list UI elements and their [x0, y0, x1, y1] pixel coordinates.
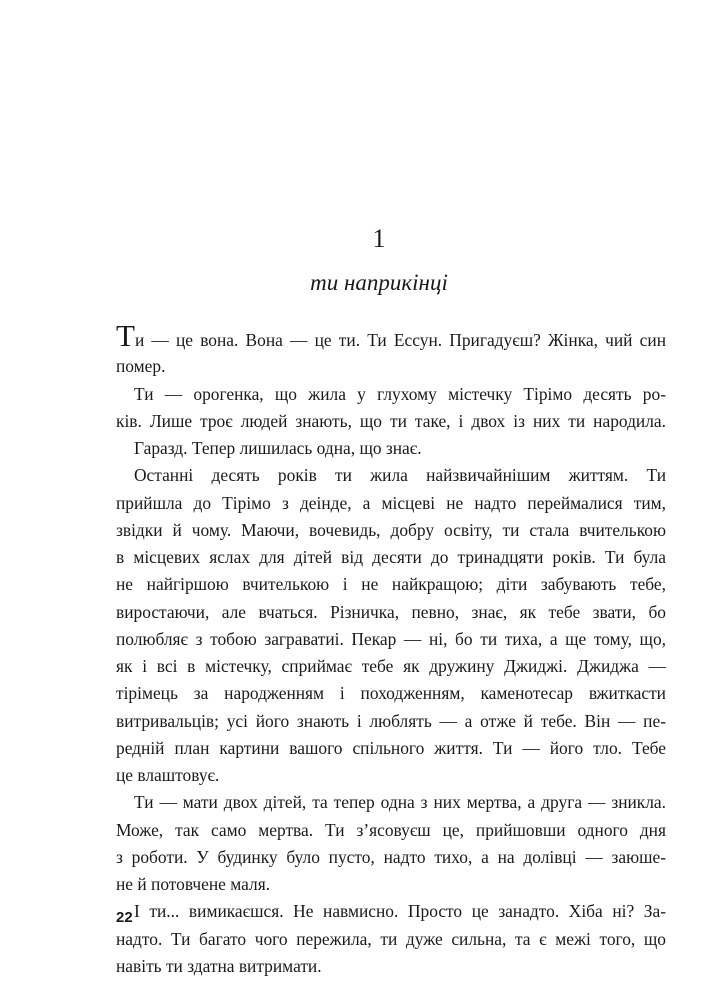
text-line-7: прийшла до Тірімо з деінде, а місцеві не надто переймалися тим, [116, 492, 666, 513]
text-line-13: як і всі в містечку, сприймає тебе як дружину Джиджі. Джиджа — [116, 656, 666, 676]
text-line-4: ків. Лише троє людей знають, що ти таке, і двох із них ти народила. [116, 410, 666, 431]
text-line-9: в місцевих яслах для дітей від десяти до тринадцяти років. Ти була [116, 547, 666, 567]
text-line-24: навіть ти здатна витримати. [116, 955, 322, 976]
drop-cap: Т [116, 318, 135, 353]
text-line-12: полюбляє з тобою заграватиі. Пекар — ні, бо ти тиха, а ще тому, що, [116, 628, 666, 649]
text-line-14: тірімець за народженням і походженням, каменотесар вжиткасти [116, 683, 666, 704]
text-line-22: І ти... вимикаєшся. Не навмисно. Просто це занадто. Хіба ні? За- [134, 901, 666, 922]
text-line-21: не й потовчене маля. [116, 874, 271, 894]
text-line-2: помер. [116, 356, 166, 377]
text-line-8: звідки й чому. Маючи, вочевидь, добру освіту, ти стала вчителькою [116, 519, 666, 540]
text-line-6: Останні десять років ти жила найзвичайнішим життям. Ти [134, 465, 666, 486]
chapter-title: ти наприкінці [310, 270, 448, 295]
text-line-17: це влаштовує. [116, 765, 220, 785]
text-line-3: Ти — орогенка, що жила у глухому містечку Тірімо десять ро- [134, 383, 666, 404]
text-line-23: надто. Ти багато чого пережила, ти дуже сильна, та є межі того, що [116, 928, 666, 949]
text-line-1: Ти — це вона. Вона — це ти. Ти Ессун. Пригадуєш? Жінка, чий син [116, 318, 666, 353]
text-line-10: не найгіршою вчителькою і не найкращою; діти забувають тебе, [116, 574, 666, 595]
text-line-5: Гаразд. Тепер лишилась одна, що знає. [134, 438, 422, 458]
text-line-15: витривальців; усі його знають і люблять — а отже й тебе. Він — пе- [116, 710, 666, 731]
text-line-20: з роботи. У будинку було пусто, надто тихо, а на долівці — заюше- [116, 846, 666, 867]
chapter-number: 1 [372, 224, 386, 253]
page-number: 22 [116, 909, 133, 926]
chapter-body [116, 318, 666, 980]
text-line-19: Може, так само мертва. Ти з’ясовуєш це, прийшовши одного дня [116, 819, 666, 840]
text-line-16: редній план картини вашого спільного життя. Ти — його тло. Тебе [116, 737, 666, 758]
text-line-11: виростаючи, але вчаться. Різничка, певно, знає, як тебе звати, бо [116, 601, 666, 622]
text-line-18: Ти — мати двох дітей, та тепер одна з них мертва, а друга — зникла. [134, 792, 666, 813]
